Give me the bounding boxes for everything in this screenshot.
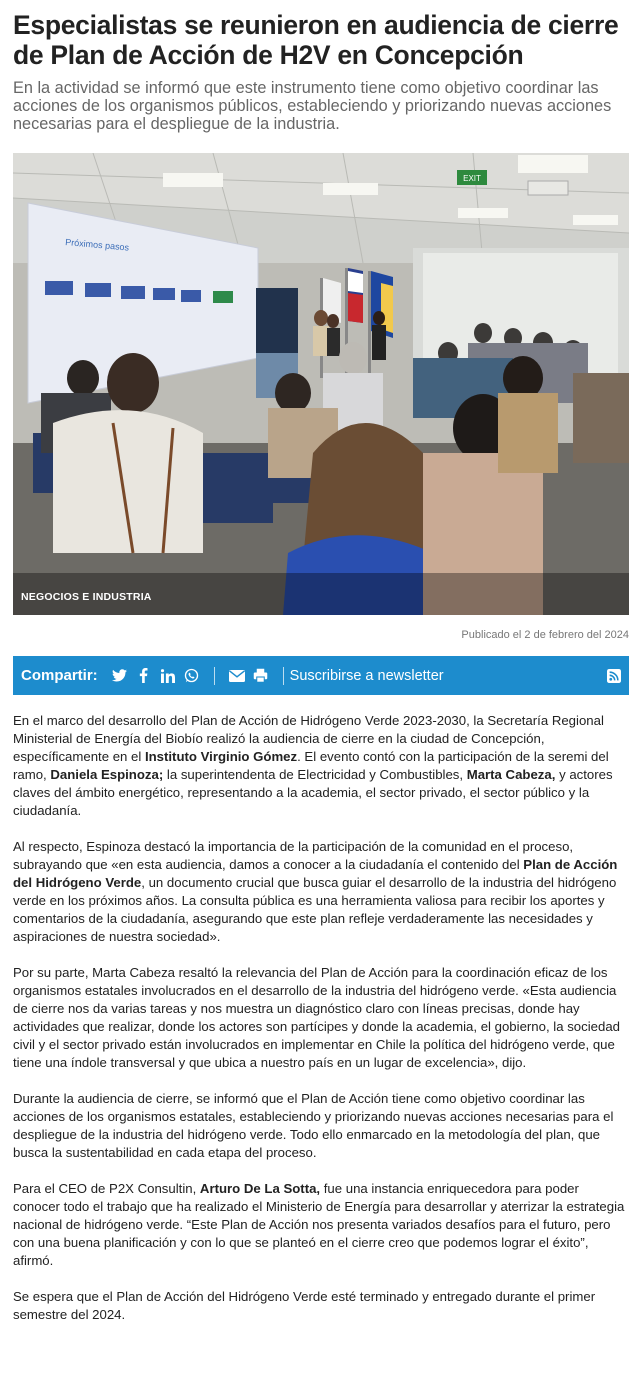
bold-marta: Marta Cabeza, [466, 767, 556, 782]
email-icon[interactable] [229, 668, 245, 684]
paragraph-5: Para el CEO de P2X Consultin, Arturo De La Sotta, fue una instancia enriquecedora para poder conocer todo el trabajo que ha realizado el Ministerio de Energía para desarrollar y aterrizar la estrategia nacional de hidrógeno verde. “Este Plan de Acción nos presenta variados desafíos para el futuro, pero con una buena planificación y con lo que se planteó en el cierre creo que podemos lograr el éxito”, afirmó. [13, 1181, 625, 1268]
linkedin-icon[interactable] [160, 668, 176, 684]
hero-image [13, 153, 629, 615]
facebook-icon[interactable] [136, 668, 152, 684]
article-lead: En la actividad se informó que este instrumento tiene como objetivo coordinar las acciones de los organismos públicos, estableciendo y priorizando nuevas acciones necesarias para el despliegue de la industria. [13, 79, 612, 133]
twitter-icon[interactable] [112, 668, 128, 684]
article [13, 0, 629, 1324]
paragraph-3: Por su parte, Marta Cabeza resaltó la relevancia del Plan de Acción para la coordinación eficaz de los organismos estatales involucrados en el desarrollo de la industria del hidrógeno verde. «Esta audiencia de cierre nos da varias tareas y nos muestra un diagnóstico claro con líneas precisas, donde hay actividades que realizar, donde los actores son partícipes y donde la academia, el gobierno, la sociedad civil y el sector privado están involucrados en implementar en Chile la política del hidrógeno verde, que tiene una índole transversal y que ubica a nuestro país en un lugar de excelencia», dijo. [13, 965, 621, 1070]
paragraph-2: Al respecto, Espinoza destacó la importancia de la participación de la comunidad en el proceso, subrayando que «en esta audiencia, damos a conocer a la ciudadanía el contenido del Plan de Acción del Hidrógeno Verde, un documento crucial que busca guiar el desarrollo de la industria del hidrógeno verde en los próximos años. La consulta pública es una herramienta valiosa para recibir los aportes y comentarios de la ciudadanía, asegurando que este plan refleje verdaderamente las necesidades y aspiraciones de nuestra sociedad». [13, 839, 618, 944]
whatsapp-icon[interactable] [184, 668, 200, 684]
share-divider [214, 667, 215, 685]
bold-institute: Instituto Virginio Gómez [144, 749, 298, 764]
share-bar [13, 656, 629, 695]
paragraph-1: En el marco del desarrollo del Plan de Acción de Hidrógeno Verde 2023-2030, la Secretaría Regional Ministerial de Energía del Biobío realizó la audiencia de cierre en la ciudad de Concepción, específicamente en el Instituto Virginio Gómez. El evento contó con la participación de la seremi del ramo, Daniela Espinoza; la superintendenta de Electricidad y Combustibles, Marta Cabeza, y actores claves del ámbito energético, representando a la academia, el sector privado, el sector público y la ciudadanía. [13, 713, 613, 818]
newsletter-link[interactable]: Suscribirse a newsletter [289, 667, 444, 684]
print-icon[interactable] [253, 668, 269, 684]
share-label: Compartir: [21, 667, 98, 684]
article-body [13, 712, 629, 1324]
article-title: Especialistas se reunieron en audiencia de cierre de Plan de Acción de H2V en Concepción [13, 10, 619, 70]
bold-daniela: Daniela Espinoza; [50, 767, 164, 782]
hero-photo [13, 153, 629, 615]
paragraph-6: Se espera que el Plan de Acción del Hidrógeno Verde esté terminado y entregado durante el primer semestre del 2024. [13, 1289, 596, 1322]
share-divider-2 [283, 667, 284, 685]
paragraph-4: Durante la audiencia de cierre, se informó que el Plan de Acción tiene como objetivo coordinar las acciones de los organismos estatales, estableciendo y priorizando nuevas acciones necesarias para el despliegue de la industria del hidrógeno verde. Todo ello enmarcado en la metodología del plan, que busca la sustentabilidad en cada etapa del proceso. [13, 1091, 614, 1160]
category-badge[interactable]: NEGOCIOS E INDUSTRIA [21, 591, 152, 603]
slide-title: Próximos pasos [64, 237, 130, 253]
exit-sign: EXIT [463, 174, 481, 183]
share-icons [112, 667, 290, 685]
bold-plan: Plan de Acción del Hidrógeno Verde [13, 857, 618, 890]
publish-date: Publicado el 2 de febrero del 2024 [461, 629, 629, 641]
bold-arturo: Arturo De La Sotta, [199, 1181, 321, 1196]
rss-icon[interactable] [607, 669, 621, 683]
